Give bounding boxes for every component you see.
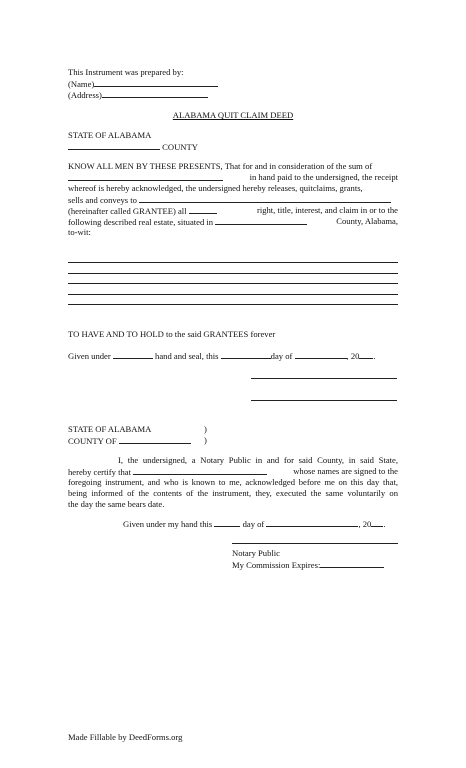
footer-credit: Made Fillable by DeedForms.org [68,732,183,742]
hand-seal-label: hand and seal, this [155,351,219,361]
day-of-label: day of [270,351,293,361]
legal-description-line [68,304,398,305]
ack-state-label: STATE OF ALABAMA [68,424,152,434]
preparer-address-row [68,88,208,101]
legal-description-line [68,273,398,274]
year-field[interactable] [359,349,376,361]
to-wit-label: to-wit: [68,227,91,237]
consideration-line-1: KNOW ALL MEN BY THESE PRESENTS, That for and in consideration of the sum of [68,161,373,171]
commission-row [232,558,384,571]
legal-description-line [68,294,398,295]
notary-public-label: Notary Public [232,548,280,558]
ack-line-4: being informed of the contents of the instrument, they, executed the same voluntarily on [68,488,398,498]
month-field[interactable] [295,349,347,359]
county-alabama-text: County, Alabama, [336,216,398,226]
situated-in-text: following described real estate, situated in [68,217,214,227]
grantee-called-text: (hereinafter called GRANTEE) all [68,206,187,216]
grantor-field[interactable] [113,349,153,359]
preparer-address-field[interactable] [102,88,208,98]
ack-line-5: the day the same bears date. [68,499,165,509]
ack-county-field[interactable] [119,434,191,444]
commission-expires-label: My Commission Expires: [232,560,321,570]
county-field[interactable] [68,140,160,150]
given-under-label: Given under [68,351,111,361]
grantor-signature-line-1[interactable] [251,378,397,379]
preparer-name-field[interactable] [94,77,218,87]
legal-description-line [68,283,398,284]
state-label: STATE OF ALABAMA [68,130,152,140]
ack-month-field[interactable] [266,517,358,527]
ack-paren-1: ) [204,424,207,434]
prepared-by-heading: This Instrument was prepared by: [68,67,184,77]
year-prefix-label: , 20 [346,351,360,361]
ack-paren-2: ) [204,435,207,445]
right-title-text: right, title, interest, and claim in or to the [256,205,398,215]
county-row [68,140,198,153]
preparer-address-label: (Address) [68,90,102,100]
conveys-to-label: sells and conveys to [68,195,137,205]
ack-certify-label: hereby certify that [68,467,131,477]
property-county-field[interactable] [215,215,307,225]
legal-description-line [68,262,398,263]
commission-expires-field[interactable] [320,558,384,568]
ack-year-field[interactable] [371,517,386,529]
notary-signature-line[interactable] [232,543,398,544]
habendum-clause: TO HAVE AND TO HOLD to the said GRANTEES forever [68,329,276,339]
county-label: COUNTY [162,142,198,152]
day-field[interactable] [221,349,271,359]
given-under-row [68,349,376,362]
ack-day-field[interactable] [214,517,240,527]
grantee-field[interactable] [139,193,391,203]
grantor-signature-line-2[interactable] [251,400,397,401]
ack-line-1: I, the undersigned, a Notary Public in and for said County, in said State, [118,455,398,465]
ack-period: . [383,519,386,529]
preparer-name-label: (Name) [68,79,95,89]
ack-county-row [68,434,191,447]
interest-field[interactable] [189,204,217,214]
period: . [373,351,376,361]
consideration-line-6 [68,215,398,228]
ack-given-row [123,517,386,530]
ack-given-label: Given under my hand this [123,519,213,529]
ack-names-signed-text: whose names are signed to the [293,466,398,476]
ack-year-prefix-label: , 20 [358,519,372,529]
ack-names-field[interactable] [133,465,267,475]
ack-line-3: foregoing instrument, and who is known to me, acknowledged before me on this day that, [68,477,398,487]
ack-day-of-label: day of [242,519,265,529]
ack-county-label: COUNTY OF [68,436,117,446]
consideration-amount-field[interactable] [68,171,223,181]
consideration-line-3: whereof is hereby acknowledged, the undersigned hereby releases, quitclaims, grants, [68,183,363,193]
consideration-paid-text: in hand paid to the undersigned, the receipt [249,172,398,182]
deed-title: ALABAMA QUIT CLAIM DEED [172,110,294,120]
